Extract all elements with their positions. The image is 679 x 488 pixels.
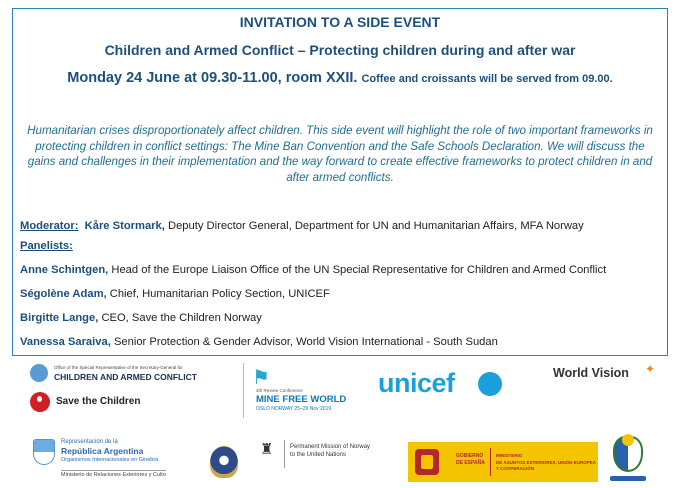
norway-lion-icon: ♜ [260,441,274,458]
argentina-line-3: Organismos Internacionales en Ginebra [61,457,159,463]
world-vision-logo [553,362,663,386]
spain-m1: MINISTERIO [496,453,523,458]
panelist-role: Chief, Humanitarian Policy Section, UNICEF [109,288,330,300]
panelist-name: Birgitte Lange, [20,312,99,324]
norway-mission-logo [260,440,390,470]
spain-m3: Y COOPERACIÓN [496,466,535,471]
panelist-row [20,336,498,348]
uruguay-sun-icon [622,434,634,446]
caac-logo-small-text: Office of the Special Representative of the Secretary-General for [54,365,183,370]
emblem-logo [208,444,242,480]
moderator-name: Kåre Stormark, [84,220,165,232]
panelist-row [20,264,606,276]
spain-divider [490,448,491,476]
event-description: Humanitarian crises disproportionately affect children. This side event will highlight the role of two important frameworks in protecting children in conflict settings: The Mine Ban Convention and the Safe Schools Declaration. We will discuss the gains and challenges in their implementation and the way forward to create effective frameworks to protect children in and after armed conflicts. [27,124,653,184]
spain-g1: GOBIERNO [456,453,484,459]
unicef-globe-icon [478,372,502,396]
spain-ministry-logo [408,442,598,482]
norway-line-2: to the United Nations [290,452,347,458]
panelist-row [20,312,262,324]
panelist-name: Anne Schintgen, [20,264,109,276]
mine-free-world-logo [243,363,358,418]
argentina-shield-icon [33,439,55,465]
caac-logo [30,364,210,384]
panelists-label: Panelists: [20,240,73,252]
orange-star-icon: ✦ [645,362,656,376]
spain-g2: DE ESPAÑA [456,460,485,466]
mine-free-world-title: MINE FREE WORLD [256,394,347,405]
emblem-icon [210,446,238,478]
unicef-text: unicef [378,368,455,398]
panelists-heading-row [20,240,73,252]
save-children-figure-icon [30,392,50,412]
norway-mission-text [290,443,370,459]
caac-logo-text: CHILDREN AND ARMED CONFLICT [54,372,197,382]
argentina-mission-logo [33,437,183,481]
un-emblem-icon [30,364,48,382]
uruguay-logo [610,436,646,484]
mine-free-world-small-text: 4th Review Conference [256,388,303,393]
save-the-children-logo [30,392,150,414]
norway-line-1: Permanent Mission of Norway [290,444,371,450]
mine-free-world-subtitle: OSLO NORWAY 25–29 Nov 2019 [256,406,332,412]
uruguay-ribbon [610,476,646,481]
moderator-row [20,220,584,232]
argentina-line-4: Ministerio de Relaciones Exteriores y Culto [61,472,166,478]
save-the-children-text: Save the Children [56,396,141,407]
panelist-role: CEO, Save the Children Norway [101,312,262,324]
event-date-time: Monday 24 June at 09.30-11.00, room XXII. [67,70,358,86]
moderator-label: Moderator: [20,220,79,232]
invitation-title: INVITATION TO A SIDE EVENT [239,14,441,30]
event-subtitle: Children and Armed Conflict – Protecting children during and after war [104,42,576,58]
norway-divider [284,440,285,468]
argentina-line-1: Representación de la [61,439,118,445]
unicef-logo [378,368,508,402]
event-date-line [13,70,667,86]
spain-crest-icon [415,449,439,475]
coffee-note: Coffee and croissants will be served from 09.00. [361,73,613,85]
panelist-name: Ségolène Adam, [20,288,107,300]
moderator-role: Deputy Director General, Department for UN and Humanitarian Affairs, MFA Norway [167,220,584,232]
panelist-role: Head of the Europe Liaison Office of the UN Special Representative for Children and Armed Conflict [111,264,607,276]
world-vision-text: World Vision [553,366,629,380]
spain-ministry-text [496,453,596,473]
panelist-role: Senior Protection & Gender Advisor, World Vision International - South Sudan [113,336,498,348]
spain-government-text [456,453,485,467]
panelist-row [20,288,330,300]
panelist-name: Vanessa Saraiva, [20,336,111,348]
spain-m2: DE ASUNTOS EXTERIORES, UNIÓN EUROPEA [496,459,597,465]
invitation-card [12,8,668,356]
runner-figure-icon: ⚑ [252,367,270,389]
argentina-line-2: República Argentina [61,446,144,456]
